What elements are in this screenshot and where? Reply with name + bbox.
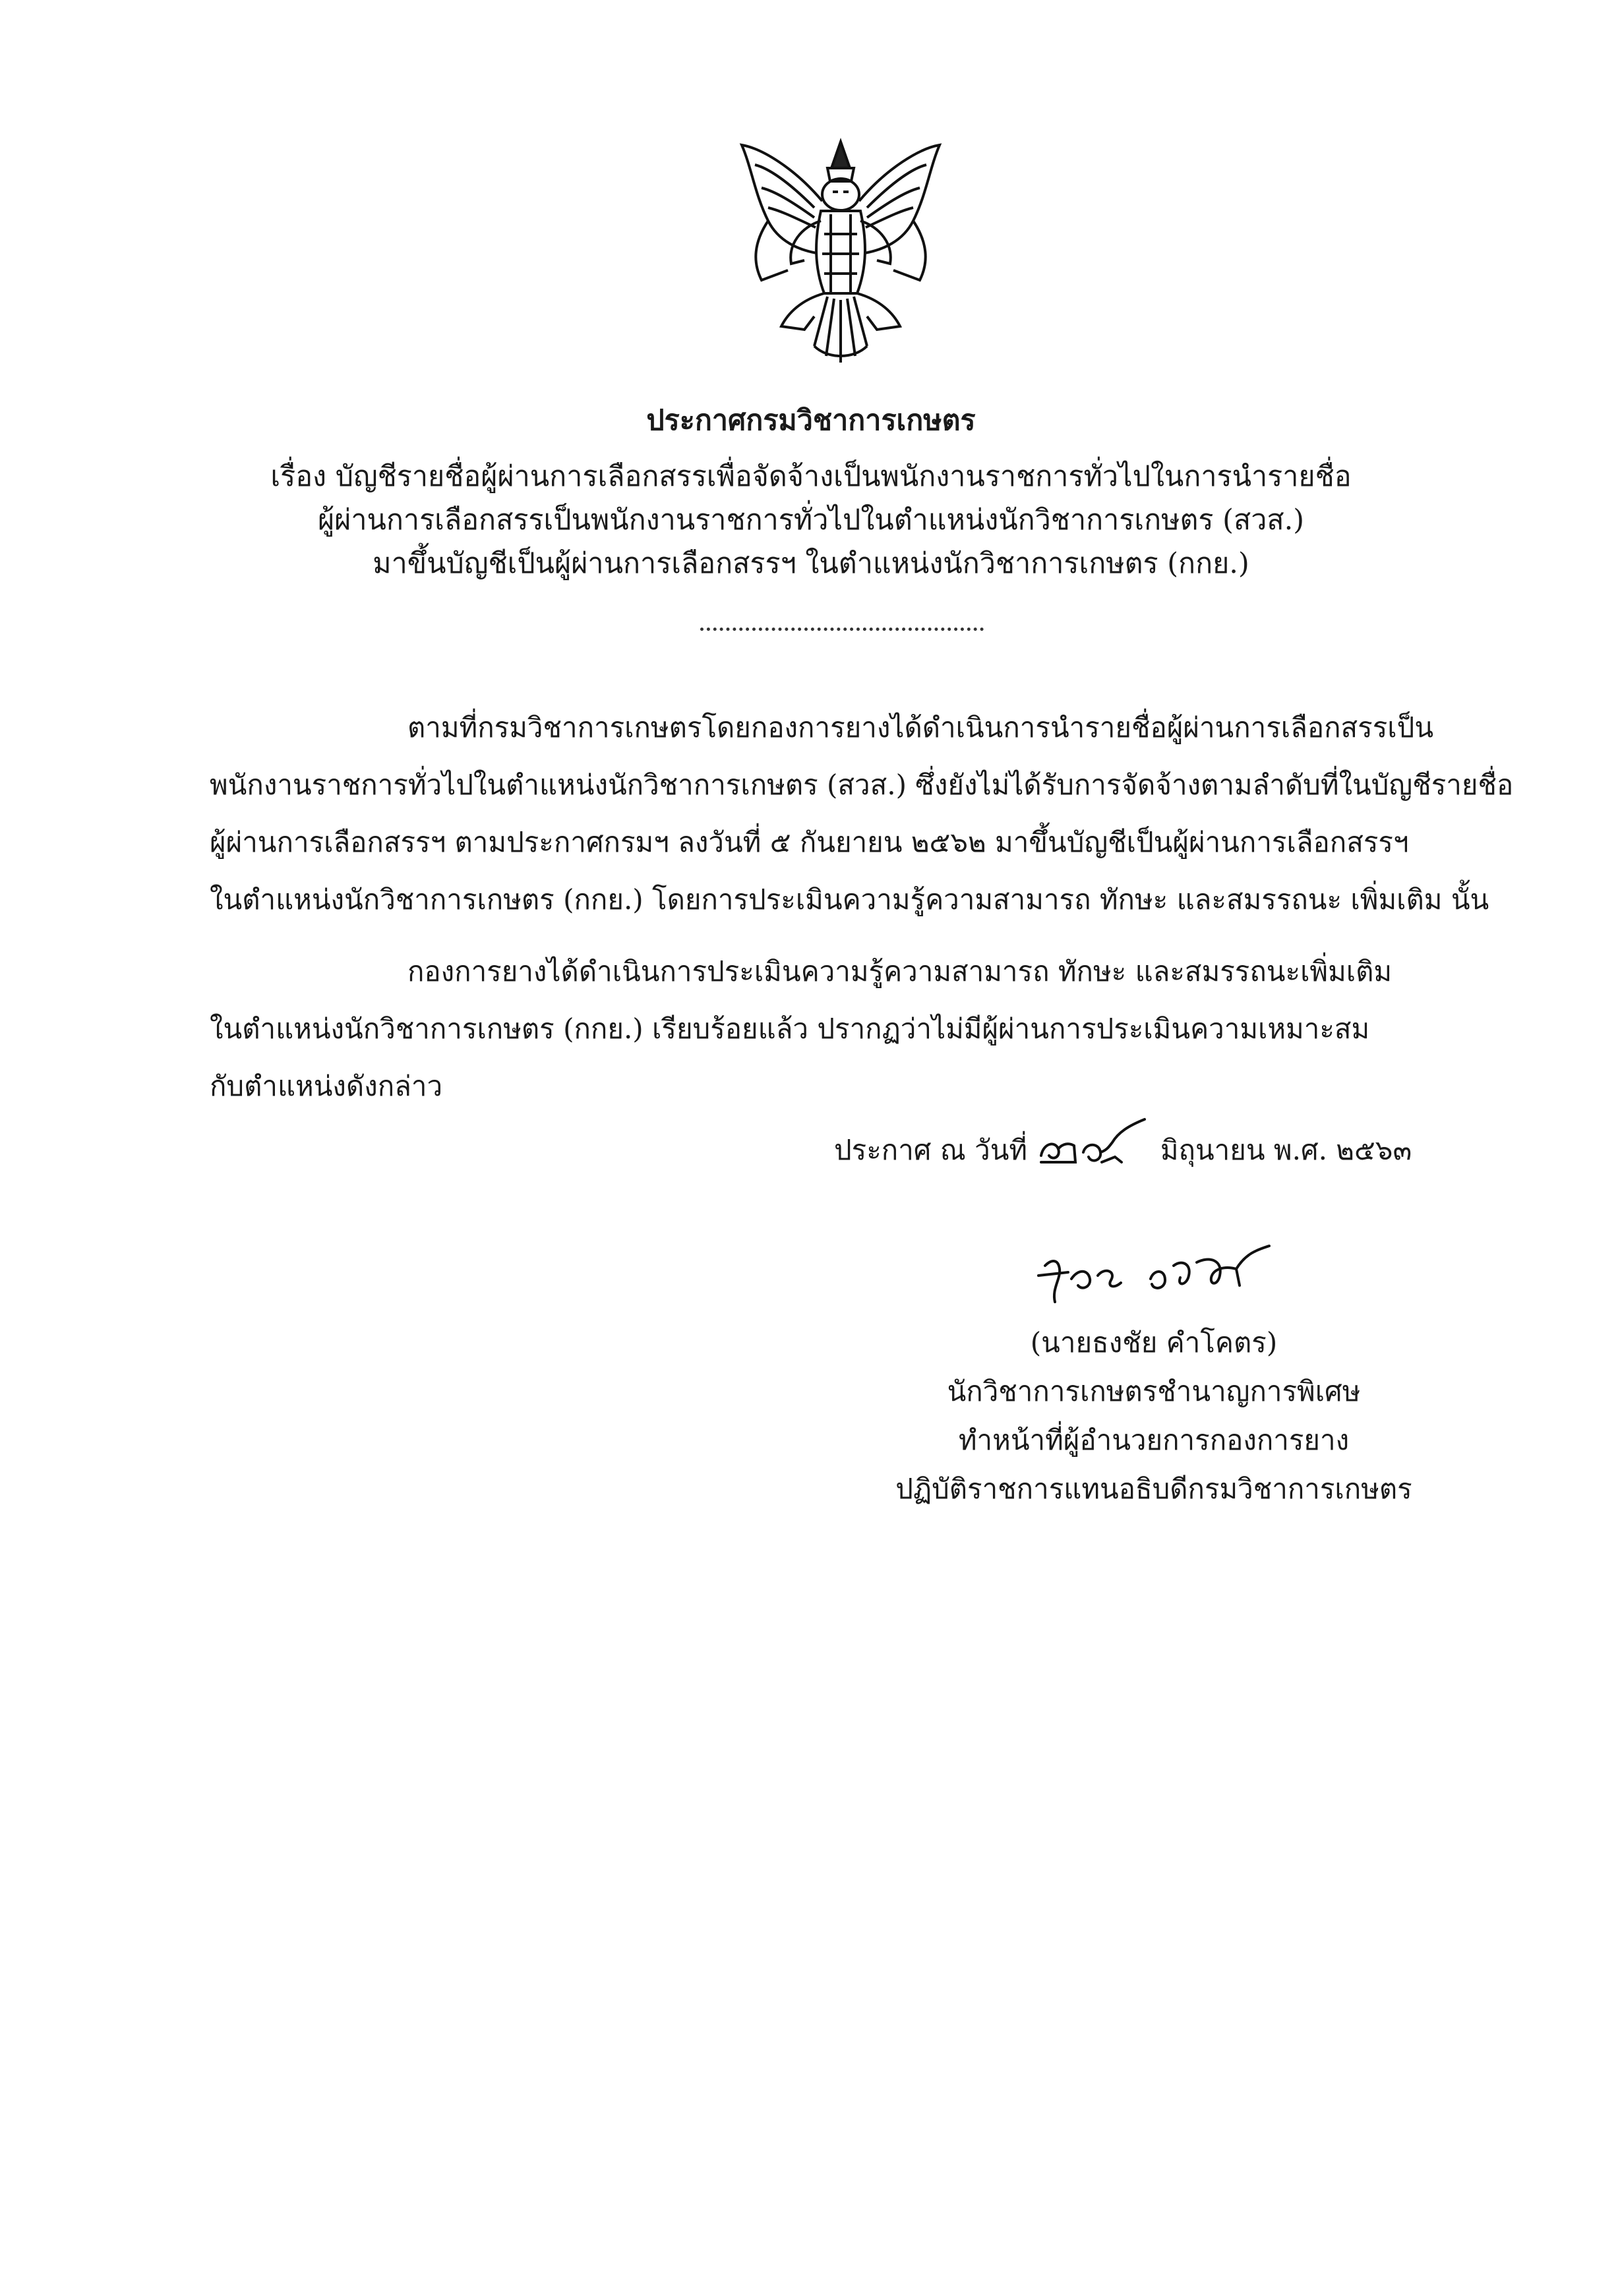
paragraph-2 <box>210 943 1449 1115</box>
signer-name: (นายธงชัย คำโคตร) <box>1030 1326 1278 1359</box>
paragraph-line: พนักงานราชการทั่วไปในตำแหน่งนักวิชาการเกษตร (สวส.) ซึ่งยังไม่ได้รับการจัดจ้างตามลำดับที่ในบัญชีรายชื่อ <box>210 769 1514 801</box>
paragraph-line: ผู้ผ่านการเลือกสรรฯ ตามประกาศกรมฯ ลงวันที่ ๕ กันยายน ๒๕๖๒ มาขึ้นบัญชีเป็นผู้ผ่านการเลือกสรรฯ <box>210 826 1409 858</box>
signer-position: ทำหน้าที่ผู้อำนวยการกองการยาง <box>958 1424 1350 1456</box>
document-subject <box>198 455 1424 585</box>
separator-dotted-line <box>700 628 984 631</box>
announcement-date <box>834 1129 1412 1172</box>
date-prefix: ประกาศ ณ วันที่ <box>834 1134 1028 1166</box>
signature-block <box>857 1318 1451 1514</box>
signer-position: ปฏิบัติราชการแทนอธิบดีกรมวิชาการเกษตร <box>895 1473 1412 1505</box>
document-title: ประกาศกรมวิชาการเกษตร <box>646 404 976 437</box>
paragraph-line: กับตำแหน่งดังกล่าว <box>210 1070 443 1102</box>
paragraph-line: กองการยางได้ดำเนินการประเมินความรู้ความสามารถ ทักษะ และสมรรถนะเพิ่มเติม <box>407 955 1393 987</box>
handwritten-signature-icon <box>1019 1239 1296 1318</box>
date-suffix: มิถุนายน พ.ศ. ๒๕๖๓ <box>1160 1134 1412 1166</box>
paragraph-line: ในตำแหน่งนักวิชาการเกษตร (กกย.) เรียบร้อยแล้ว ปรากฏว่าไม่มีผู้ผ่านการประเมินความเหมาะสม <box>210 1013 1370 1045</box>
handwritten-day-icon <box>1036 1116 1151 1175</box>
paragraph-line: ตามที่กรมวิชาการเกษตรโดยกองการยางได้ดำเนินการนำรายชื่อผู้ผ่านการเลือกสรรเป็น <box>407 711 1434 744</box>
subject-line: ผู้ผ่านการเลือกสรรเป็นพนักงานราชการทั่วไปในตำแหน่งนักวิชาการเกษตร (สวส.) <box>317 504 1305 537</box>
handwritten-day <box>1036 1136 1151 1169</box>
subject-line: เรื่อง บัญชีรายชื่อผู้ผ่านการเลือกสรรเพื่อจัดจ้างเป็นพนักงานราชการทั่วไปในการนำรายชื่อ <box>270 460 1352 493</box>
subject-line: มาขึ้นบัญชีเป็นผู้ผ่านการเลือกสรรฯ ในตำแหน่งนักวิชาการเกษตร (กกย.) <box>373 547 1249 580</box>
signer-position: นักวิชาการเกษตรชำนาญการพิเศษ <box>947 1375 1361 1407</box>
paragraph-1 <box>210 699 1514 928</box>
paragraph-line: ในตำแหน่งนักวิชาการเกษตร (กกย.) โดยการประเมินความรู้ความสามารถ ทักษะ และสมรรถนะ เพิ่มเติม นั้น <box>210 883 1489 916</box>
garuda-emblem-icon <box>715 129 966 379</box>
